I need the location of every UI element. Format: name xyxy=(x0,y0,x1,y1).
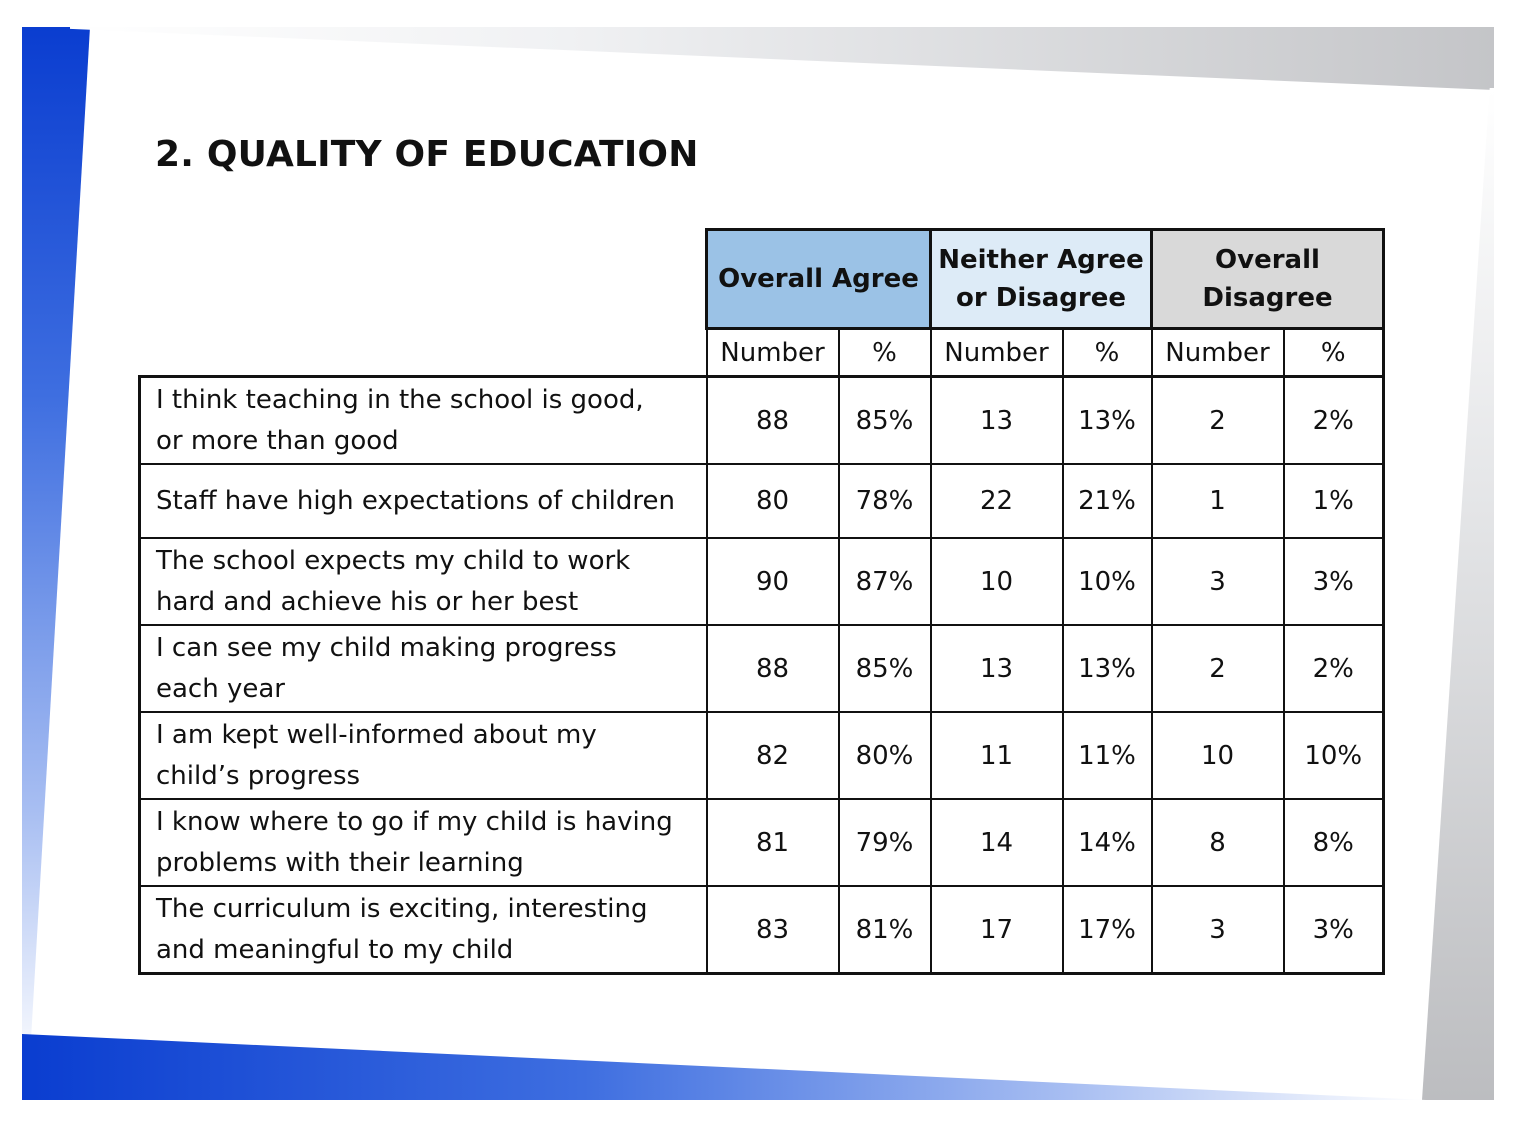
value-cell: 83 xyxy=(707,886,839,974)
subheader-cell: % xyxy=(1284,329,1384,377)
subheader-cell: Number xyxy=(931,329,1063,377)
question-cell xyxy=(140,886,707,974)
question-line: each year xyxy=(156,673,285,704)
question-line: or more than good xyxy=(156,425,399,456)
survey-results-table xyxy=(138,228,1385,975)
value-cell: 2% xyxy=(1284,377,1384,465)
question-line: I can see my child making progress xyxy=(156,632,617,663)
blank-header-cell xyxy=(140,230,707,329)
value-cell: 78% xyxy=(839,464,931,538)
value-cell: 81 xyxy=(707,799,839,886)
value-cell: 8% xyxy=(1284,799,1384,886)
value-cell: 85% xyxy=(839,625,931,712)
value-cell: 21% xyxy=(1063,464,1152,538)
value-cell: 17% xyxy=(1063,886,1152,974)
value-cell: 17 xyxy=(931,886,1063,974)
group-header-line: Disagree xyxy=(1202,283,1333,313)
value-cell: 81% xyxy=(839,886,931,974)
group-header-line: Overall xyxy=(1215,245,1320,275)
question-line: I think teaching in the school is good, xyxy=(156,384,644,415)
question-line: and meaningful to my child xyxy=(156,934,514,965)
value-cell: 14 xyxy=(931,799,1063,886)
group-header-overall-disagree xyxy=(1152,230,1384,329)
question-cell xyxy=(140,625,707,712)
value-cell: 3 xyxy=(1152,886,1284,974)
value-cell: 13 xyxy=(931,377,1063,465)
question-cell xyxy=(140,799,707,886)
value-cell: 80 xyxy=(707,464,839,538)
page-title: 2. QUALITY OF EDUCATION xyxy=(155,134,699,175)
group-header-line: or Disagree xyxy=(956,283,1126,313)
group-header-line: Overall Agree xyxy=(718,264,919,294)
subheader-cell: Number xyxy=(707,329,839,377)
value-cell: 3% xyxy=(1284,538,1384,625)
value-cell: 82 xyxy=(707,712,839,799)
decorative-top-band xyxy=(70,27,1494,90)
value-cell: 10% xyxy=(1284,712,1384,799)
value-cell: 10% xyxy=(1063,538,1152,625)
value-cell: 3% xyxy=(1284,886,1384,974)
blank-subheader-cell xyxy=(140,329,707,377)
table-row xyxy=(140,464,1384,538)
value-cell: 1 xyxy=(1152,464,1284,538)
value-cell: 2% xyxy=(1284,625,1384,712)
group-header-overall-agree xyxy=(707,230,931,329)
question-line: The school expects my child to work xyxy=(156,545,631,576)
value-cell: 14% xyxy=(1063,799,1152,886)
table-row xyxy=(140,712,1384,799)
question-line: I am kept well-informed about my xyxy=(156,719,597,750)
value-cell: 85% xyxy=(839,377,931,465)
value-cell: 8 xyxy=(1152,799,1284,886)
value-cell: 13% xyxy=(1063,625,1152,712)
table-row xyxy=(140,377,1384,465)
value-cell: 3 xyxy=(1152,538,1284,625)
value-cell: 87% xyxy=(839,538,931,625)
value-cell: 88 xyxy=(707,377,839,465)
question-cell xyxy=(140,377,707,465)
table-row xyxy=(140,538,1384,625)
value-cell: 10 xyxy=(931,538,1063,625)
value-cell: 10 xyxy=(1152,712,1284,799)
group-header-row xyxy=(140,230,1384,329)
table-row xyxy=(140,886,1384,974)
question-line: Staff have high expectations of children xyxy=(156,485,675,516)
value-cell: 2 xyxy=(1152,377,1284,465)
value-cell: 90 xyxy=(707,538,839,625)
value-cell: 11% xyxy=(1063,712,1152,799)
question-cell xyxy=(140,712,707,799)
value-cell: 1% xyxy=(1284,464,1384,538)
value-cell: 2 xyxy=(1152,625,1284,712)
decorative-left-band xyxy=(22,27,90,1077)
value-cell: 88 xyxy=(707,625,839,712)
subheader-row xyxy=(140,329,1384,377)
table-row xyxy=(140,625,1384,712)
value-cell: 13 xyxy=(931,625,1063,712)
subheader-cell: % xyxy=(839,329,931,377)
question-line: I know where to go if my child is having xyxy=(156,806,673,837)
decorative-right-band xyxy=(1422,88,1494,1100)
group-header-line: Neither Agree xyxy=(938,245,1144,275)
subheader-cell: Number xyxy=(1152,329,1284,377)
question-line: The curriculum is exciting, interesting xyxy=(156,893,648,924)
value-cell: 80% xyxy=(839,712,931,799)
question-line: child’s progress xyxy=(156,760,361,791)
question-cell xyxy=(140,538,707,625)
value-cell: 79% xyxy=(839,799,931,886)
value-cell: 22 xyxy=(931,464,1063,538)
value-cell: 11 xyxy=(931,712,1063,799)
value-cell: 13% xyxy=(1063,377,1152,465)
table-row xyxy=(140,799,1384,886)
subheader-cell: % xyxy=(1063,329,1152,377)
group-header-neither xyxy=(931,230,1152,329)
question-line: problems with their learning xyxy=(156,847,524,878)
question-line: hard and achieve his or her best xyxy=(156,586,579,617)
decorative-bottom-band xyxy=(22,1034,1426,1100)
question-cell xyxy=(140,464,707,538)
